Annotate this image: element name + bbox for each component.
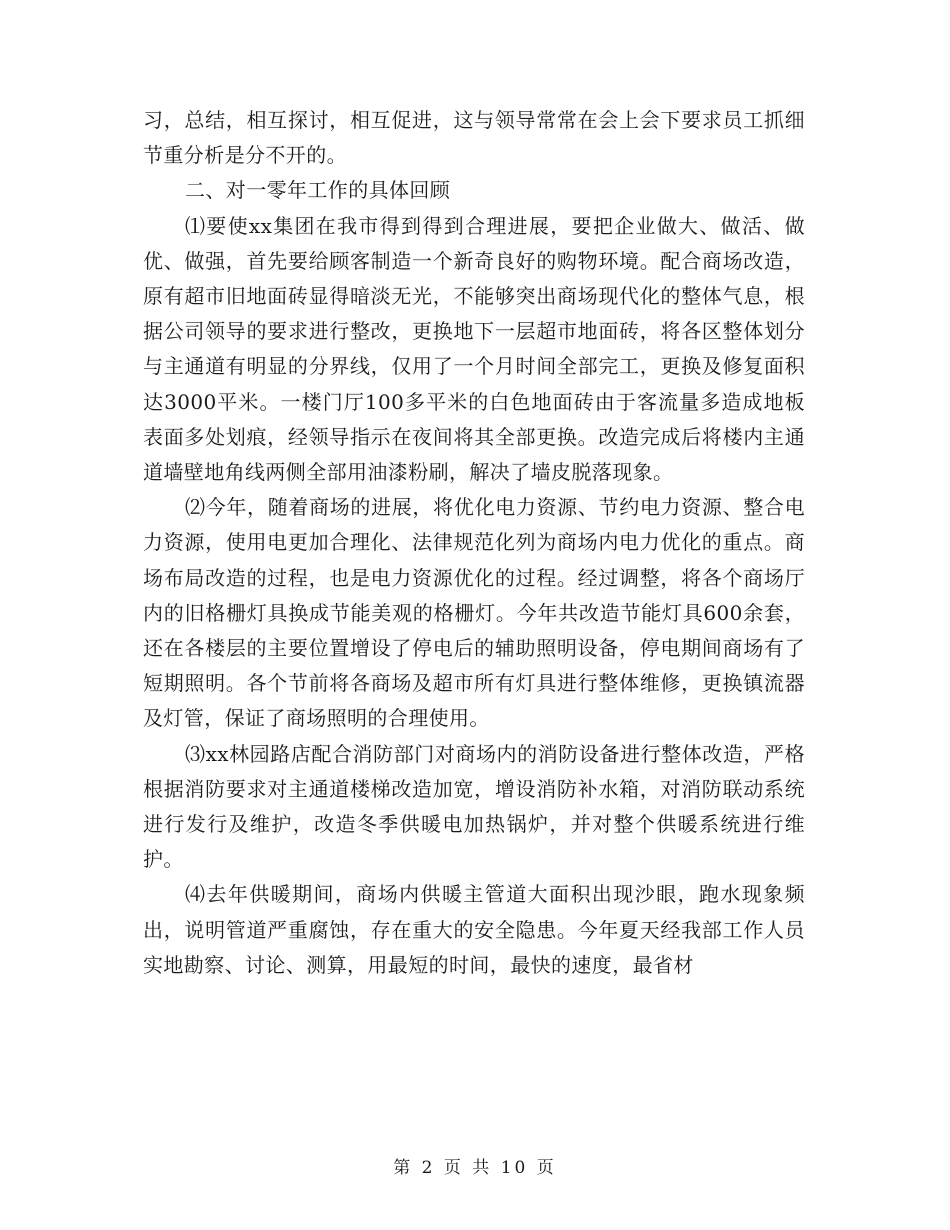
document-body [143,103,805,983]
paragraph-item-2: ⑵今年，随着商场的进展，将优化电力资源、节约电力资源、整合电力资源，使用电更加合理化、法律规范化列为商场内电力优化的重点。商场布局改造的过程，也是电力资源优化的过程。经过调整，将各个商场厅内的旧格栅灯具换成节能美观的格栅灯。今年共改造节能灯具600余套，还在各楼层的主要位置增设了停电后的辅助照明设备，停电期间商场有了短期照明。各个节前将各商场及超市所有灯具进行整体维修，更换镇流器及灯管，保证了商场照明的合理使用。 [143,495,805,731]
paragraph-continuation: 习，总结，相互探讨，相互促进，这与领导常常在会上会下要求员工抓细节重分析是分不开的。 [143,108,805,168]
paragraph-item-3: ⑶xx林园路店配合消防部门对商场内的消防设备进行整体改造，严格根据消防要求对主通道楼梯改造加宽，增设消防补水箱，对消防联动系统进行发行及维护，改造冬季供暖电加热锅炉，并对整个供暖系统进行维护。 [143,741,805,872]
paragraph-item-4: ⑷去年供暖期间，商场内供暖主管道大面积出现沙眼，跑水现象频出，说明管道严重腐蚀，存在重大的安全隐患。今年夏天经我部工作人员实地勘察、讨论、测算，用最短的时间，最快的速度，最省材 [143,882,805,977]
page-footer: 第 2 页 共 10 页 [393,1158,557,1178]
paragraph-item-1: ⑴要使xx集团在我市得到得到合理进展，要把企业做大、做活、做优、做强，首先要给顾客制造一个新奇良好的购物环境。配合商场改造，原有超市旧地面砖显得暗淡无光，不能够突出商场现代化的整体气息，根据公司领导的要求进行整改，更换地下一层超市地面砖，将各区整体划分与主通道有明显的分界线，仅用了一个月时间全部完工，更换及修复面积达3000平米。一楼门厅100多平米的白色地面砖由于客流量多造成地板表面多处划痕，经领导指示在夜间将其全部更换。改造完成后将楼内主通道墙壁地角线两侧全部用油漆粉刷，解决了墙皮脱落现象。 [143,213,805,485]
section-heading: 二、对一零年工作的具体回顾 [185,178,451,203]
